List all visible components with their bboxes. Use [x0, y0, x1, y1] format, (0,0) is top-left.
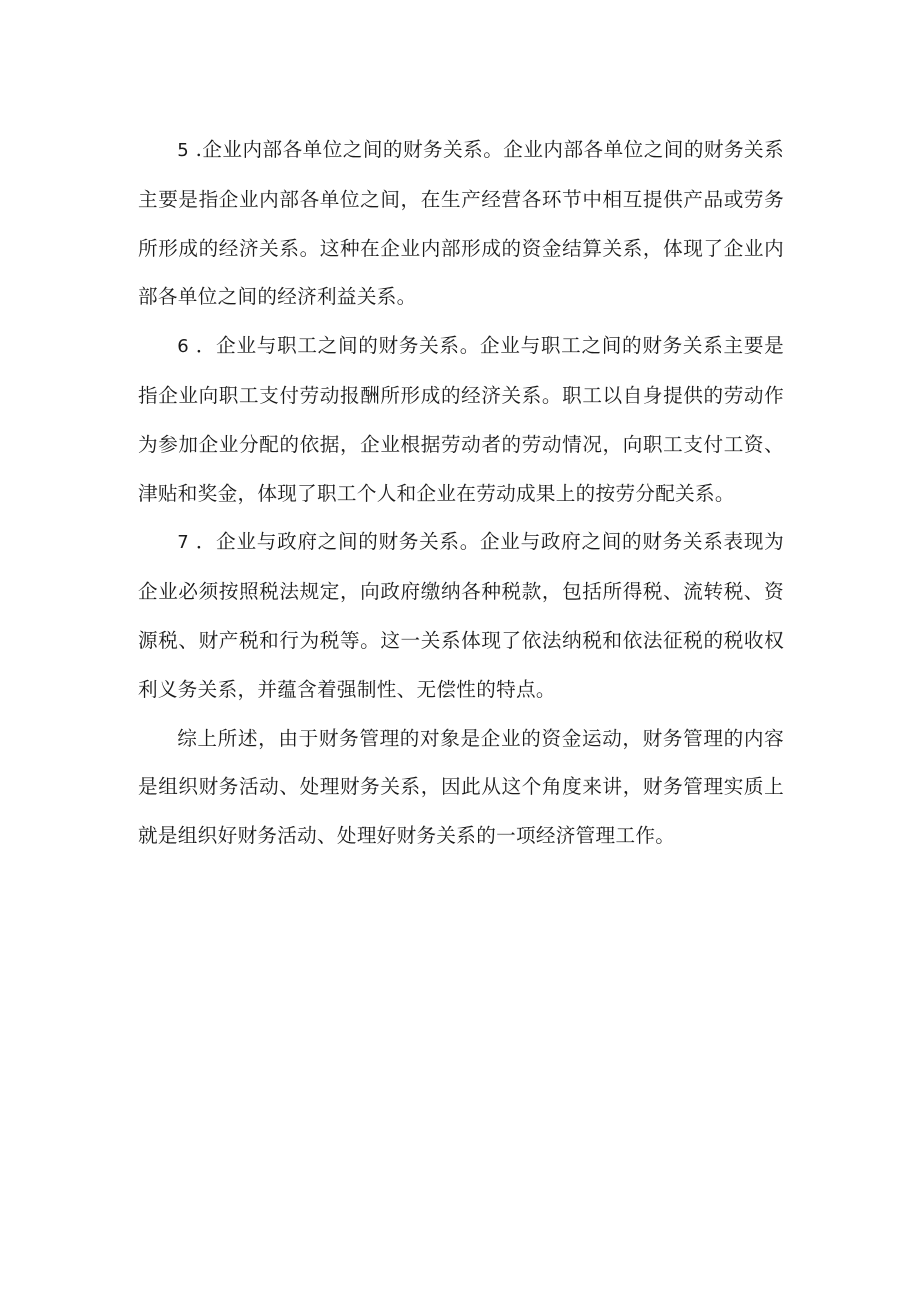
- document-body: [138, 126, 784, 861]
- paragraph-number: 6: [177, 336, 189, 358]
- paragraph-summary: [138, 715, 784, 861]
- paragraph-7: [138, 518, 784, 714]
- paragraph-text: ．企业与职工之间的财务关系。企业与职工之间的财务关系主要是指企业向职工支付劳动报酬所形成的经济关系。职工以自身提供的劳动作为参加企业分配的依据，企业根据劳动者的劳动情况，向职工支付工资、津贴和奖金，体现了职工个人和企业在劳动成果上的按劳分配关系。: [138, 334, 785, 505]
- paragraph-6: [138, 322, 784, 518]
- paragraph-number: 7: [177, 532, 189, 554]
- paragraph-text: ．企业与政府之间的财务关系。企业与政府之间的财务关系表现为企业必须按照税法规定，向政府缴纳各种税款，包括所得税、流转税、资源税、财产税和行为税等。这一关系体现了依法纳税和依法征税的税收权利义务关系，并蕴含着强制性、无偿性的特点。: [138, 530, 785, 701]
- paragraph-number: 5: [177, 140, 189, 161]
- paragraph-5: [138, 126, 784, 322]
- paragraph-text: 综上所述，由于财务管理的对象是企业的资金运动，财务管理的内容是组织财务活动、处理财务关系，因此从这个角度来讲，财务管理实质上就是组织好财务活动、处理好财务关系的一项经济管理工作。: [138, 726, 784, 848]
- paragraph-text: .企业内部各单位之间的财务关系。企业内部各单位之间的财务关系主要是指企业内部各单位之间，在生产经营各环节中相互提供产品或劳务所形成的经济关系。这种在企业内部形成的资金结算关系，体现了企业内部各单位之间的经济利益关系。: [138, 138, 784, 309]
